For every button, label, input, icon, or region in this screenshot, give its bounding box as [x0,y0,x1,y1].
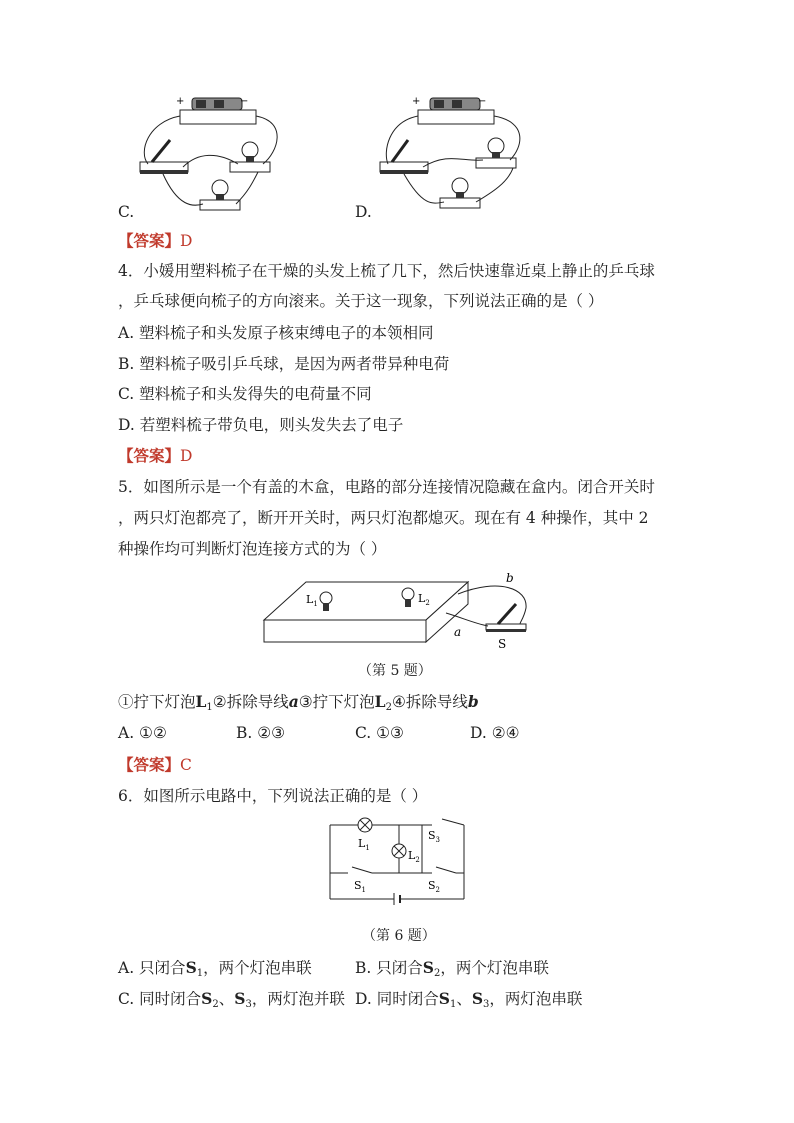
label-s: S [498,637,507,651]
q5-option-a: A. ①② [118,724,167,742]
battery-minus: − [240,96,249,107]
circuit-figure-d [368,92,558,222]
switch-s-icon [486,604,526,632]
circuit-figure-c [118,92,308,222]
answer-value: C [180,756,192,774]
label-a: a [454,625,462,639]
q4-answer [118,446,192,466]
lamp-l1-icon [358,818,372,832]
label-l1: $L_1$ [306,593,318,608]
label-l1: $L_1$ [358,837,370,852]
answer-tag: 【答案】 [118,231,181,250]
figure-d-label: D. [355,203,372,221]
battery-minus: − [478,96,487,107]
q6-option-c: C. 同时闭合$S_2$、$S_3$，两灯泡并联 [118,989,345,1010]
q4-option-c: C. 塑料梳子和头发得失的电荷量不同 [118,385,372,403]
q5-stem-line3: 种操作均可判断灯泡连接方式的为（ ） [118,540,387,558]
q4-option-a: A. 塑料梳子和头发原子核束缚电子的本领相同 [118,324,434,342]
q4-option-b: B. 塑料梳子吸引乒乓球，是因为两者带异种电荷 [118,355,450,373]
answer-value: D [180,447,193,465]
circuit-diagram-q6 [322,815,472,915]
q4-option-d: D. 若塑料梳子带负电，则头发失去了电子 [118,416,404,434]
q6-option-b: B. 只闭合$S_2$，两个灯泡串联 [355,958,549,979]
figure-c-label: C. [118,203,135,221]
q5-option-d: D. ②④ [470,724,520,742]
q4-stem-line1: 4．小媛用塑料梳子在干燥的头发上梳了几下，然后快速靠近桌上静止的乒乓球 [118,262,655,280]
q5-stem-line1: 5．如图所示是一个有盖的木盒，电路的部分连接情况隐藏在盒内。闭合开关时 [118,478,655,496]
q6-caption: （第 6 题） [362,928,436,944]
answer-tag: 【答案】 [118,755,181,774]
answer-value: D [180,232,193,250]
q5-answer [118,755,192,775]
label-l2: $L_2$ [418,592,430,607]
wooden-box-figure [258,568,548,658]
battery-plus: + [176,96,185,107]
q5-caption: （第 5 题） [358,663,432,679]
q5-option-c: C. ①③ [355,724,404,742]
label-s1: $S_1$ [354,879,367,894]
q6-option-a: A. 只闭合$S_1$，两个灯泡串联 [118,958,312,979]
answer-tag: 【答案】 [118,446,181,465]
q5-operations: ①拧下灯泡$L_1②$拆除导线a③拧下灯泡$L_2④$拆除导线b [118,692,479,713]
q5-stem-line2: ，两只灯泡都亮了，断开开关时，两只灯泡都熄灭。现在有 4 种操作，其中 2 [118,509,649,527]
label-l2: $L_2$ [408,849,420,864]
battery-plus: + [412,96,421,107]
q6-stem: 6．如图所示电路中，下列说法正确的是（ ） [118,787,428,805]
label-s3: $S_3$ [428,829,441,844]
q6-option-d: D. 同时闭合$S_1$、$S_3$，两灯泡串联 [355,989,583,1010]
battery-board [180,110,256,124]
q4-stem-line2: ，乒乓球便向梳子的方向滚来。关于这一现象，下列说法正确的是（ ） [118,292,604,310]
q3-answer [118,231,192,251]
label-b: b [506,571,514,585]
lamp-l2-icon [392,844,406,858]
label-s2: $S_2$ [428,879,441,894]
q5-option-b: B. ②③ [236,724,286,742]
